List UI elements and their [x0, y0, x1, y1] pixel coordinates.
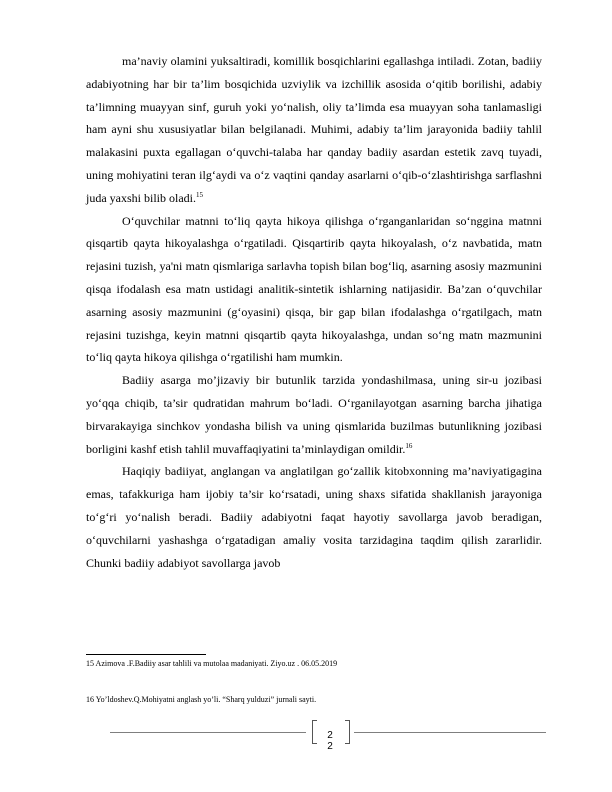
footnote-16: 16 Yo’ldoshev.Q.Mohiyatni anglash yo’li. “Sharq yulduzi” jurnali sayti.	[86, 695, 317, 704]
left-bracket-icon	[312, 720, 317, 744]
main-text	[86, 50, 542, 574]
paragraph-3	[86, 369, 542, 460]
paragraph-1	[86, 50, 542, 210]
page-number-rule-left	[110, 732, 306, 733]
paragraph-2-text: O‘quvchilar matnni to‘liq qayta hikoya qilishga o‘rganganlaridan so‘nggina matnni qisqartib qayta hikoyalashga o‘rgatiladi. Qisqartirib qayta hikoyalash, o‘z navbatida, matn rejasini tuzish, ya'ni matn qismlariga sarlavha topish bilan bog‘liq, asarning asosiy mazmunini qisqa ifodalash esa matn ustidagi analitik-sintetik ishlarning natijasidir. Ba’zan o‘quvchilar asarning asosiy mazmunini (g‘oyasini) qisqa, bir gap bilan ifodalashga o‘rgatilgach, matn rejasini tuzishga, keyin matnni qisqartib qayta hikoyalashga, undan so‘ng matn mazmunini to‘liq qayta hikoya qilishga o‘rgatilishi ham mumkin.	[86, 213, 542, 365]
right-bracket-icon	[345, 720, 350, 744]
paragraph-4	[86, 460, 542, 574]
footnote-15: 15 Azimova .F.Badiiy asar tahlili va mutolaa madaniyati. Ziyo.uz . 06.05.2019	[86, 659, 338, 668]
page-number: 2 2	[327, 730, 333, 752]
footnote-separator	[86, 654, 206, 655]
paragraph-4-text: Haqiqiy badiiyat, anglangan va anglatilgan go‘zallik kitobxonning ma’naviyatigagina emas, tafakkuriga ham ijobiy ta’sir ko‘rsatadi, uning shaxs sifatida shakllanish jarayoniga to‘g‘ri yo‘nalish beradi. Badiiy adabiyotni faqat hayotiy savollarga javob beradigan, o‘quvchilarni yashashga o‘rgatadigan amaliy vosita tarzidagina taqdim qilish zararlidir. Chunki badiiy adabiyot savollarga javob	[86, 464, 542, 570]
page-number-rule-right	[354, 732, 546, 733]
footnote-ref-16[interactable]: 16	[405, 441, 413, 450]
paragraph-3-text: Badiiy asarga mo’jizaviy bir butunlik tarzida yondashilmasa, uning sir-u jozibasi yo‘qqa chiqib, ta’sir qudratidan mahrum bo‘ladi. O‘rganilayotgan asarning barcha jihatiga birvarakayiga sinchkov yondasha bilish va uning qismlarida buzilmas butunlikning jozibasi borligini kashf etish tahlil muvaffaqiyatini ta’minlaydigan omildir.	[86, 373, 542, 456]
footnote-ref-15[interactable]: 15	[196, 190, 203, 199]
paragraph-2	[86, 210, 542, 370]
paragraph-1-text: ma’naviy olamini yuksaltiradi, komillik bosqichlarini egallashga intiladi. Zotan, badiiy adabiyotning har bir ta’lim bosqichida uzviylik va izchillik asosida o‘qitib borilishi, adabiy ta’limning muayyan sinf, guruh yoki yo‘nalish, oliy ta’limda esa muayyan soha tanlamasligi ham ayni shu xususiyatlar bilan belgilanadi. Muhimi, adabiy ta’lim jarayonida badiiy tahlil malakasini puxta egallagan o‘quvchi-talaba har qanday badiiy asardan estetik zavq tuyadi, uning mohiyatini teran ilg‘aydi va o‘z vaqtini qanday asarlarni o‘qib-o‘zlashtirishga sarflashni juda yaxshi bilib oladi.	[86, 54, 542, 205]
